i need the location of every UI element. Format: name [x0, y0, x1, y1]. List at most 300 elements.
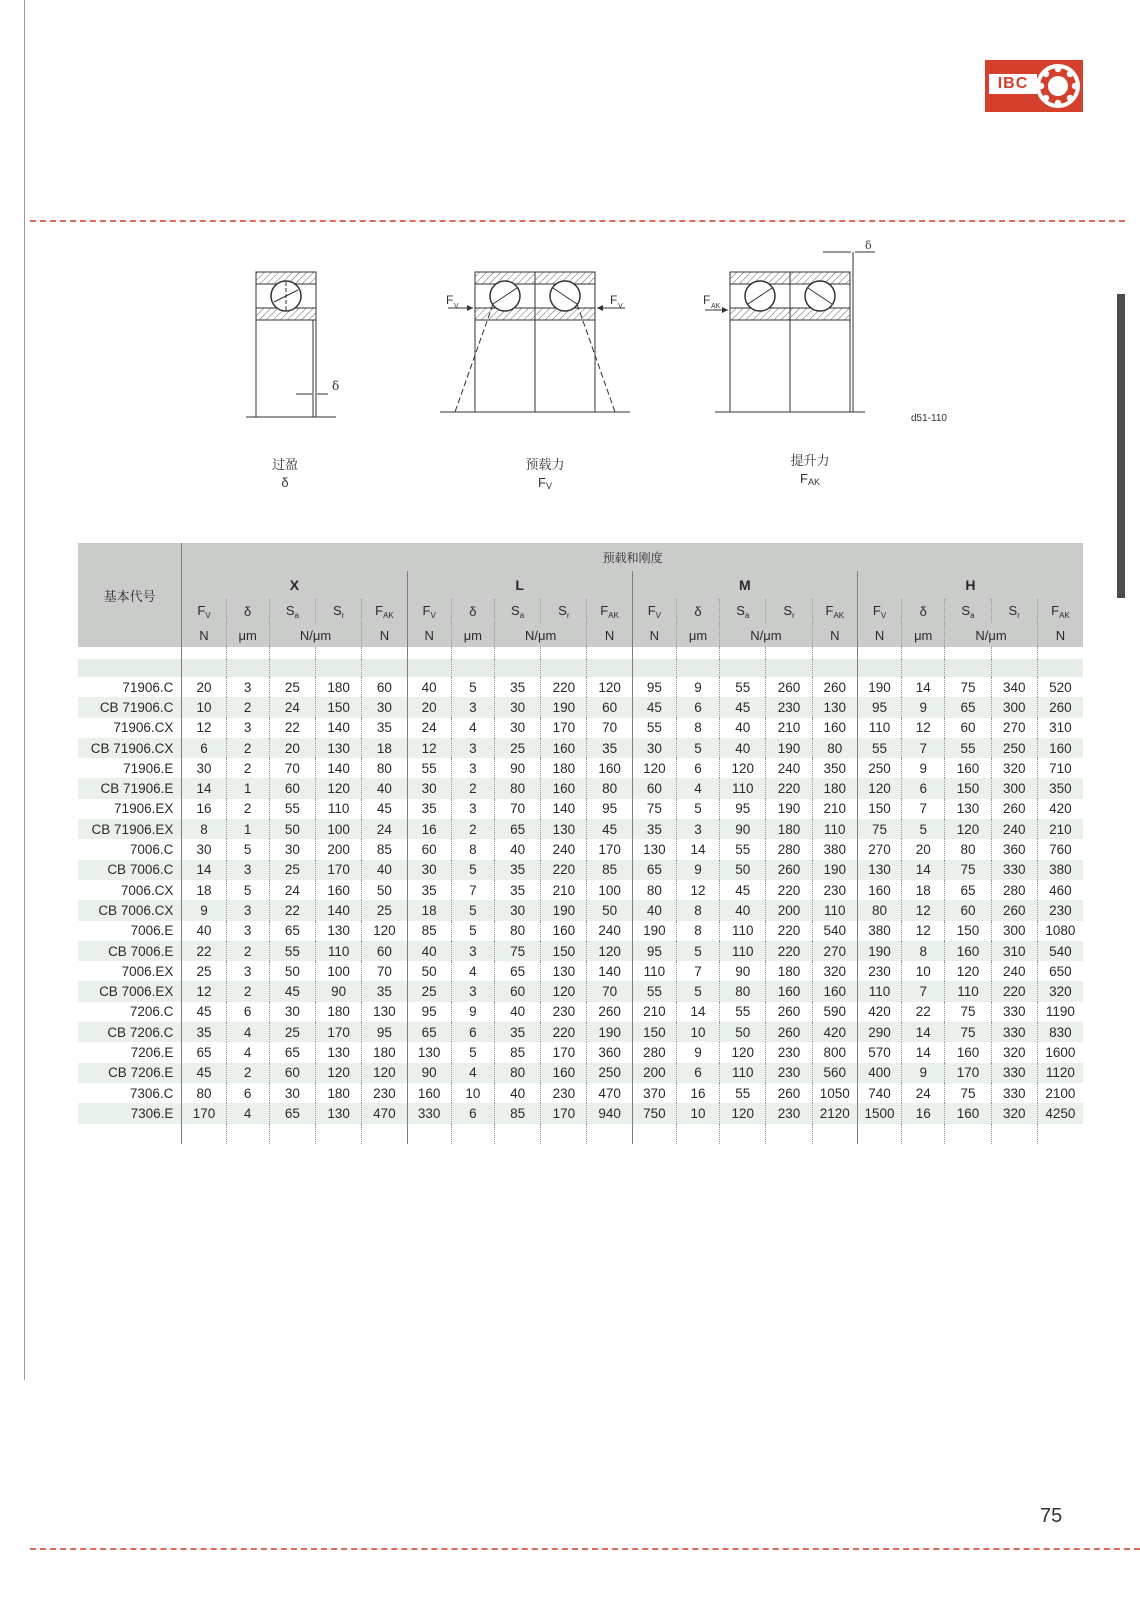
cell-m-fak: 230 — [812, 880, 857, 900]
cell-x-delta: 4 — [226, 1022, 269, 1042]
cell-x-sa: 25 — [269, 1022, 315, 1042]
cell-h-fak: 260 — [1037, 697, 1083, 717]
cell-x-fv: 14 — [182, 860, 226, 880]
cell-l-delta: 5 — [451, 1042, 494, 1062]
cell-l-fv: 30 — [407, 860, 451, 880]
cell-h-sr: 330 — [991, 860, 1037, 880]
cell-l-sr: 170 — [541, 1103, 587, 1123]
cell-h-delta: 12 — [902, 718, 945, 738]
cell-x-sr: 170 — [316, 860, 362, 880]
cell-x-fv: 16 — [182, 799, 226, 819]
cell-m-fak: 180 — [812, 778, 857, 798]
figure-lift-delta-label: δ — [865, 239, 872, 252]
cell-l-fv: 35 — [407, 799, 451, 819]
cell-h-fv: 400 — [857, 1063, 901, 1083]
cell-l-fv: 65 — [407, 1022, 451, 1042]
cell-m-sa: 40 — [720, 738, 766, 758]
cell-h-fv: 250 — [857, 758, 901, 778]
cell-m-delta: 6 — [676, 758, 719, 778]
cell-m-delta: 9 — [676, 677, 719, 697]
sym-h-delta: δ — [902, 599, 945, 623]
cell-x-fv: 9 — [182, 900, 226, 920]
cell-m-fak: 540 — [812, 921, 857, 941]
preload-stiffness-table — [78, 543, 1083, 1144]
cell-h-fak: 420 — [1037, 799, 1083, 819]
sym-x-fak: $F_{AK}$ — [362, 599, 407, 623]
cell-x-fak: 40 — [362, 860, 407, 880]
cell-x-fv: 65 — [182, 1042, 226, 1062]
cell-m-sr: 260 — [766, 860, 812, 880]
cell-x-fv: 45 — [182, 1063, 226, 1083]
sym-l-fv: $F_V$ — [407, 599, 451, 623]
code-header: 基本代号 — [78, 543, 182, 647]
cell-m-sr: 210 — [766, 718, 812, 738]
cell-x-delta: 2 — [226, 697, 269, 717]
cell-l-sr: 130 — [541, 961, 587, 981]
cell-h-sa: 170 — [945, 1063, 991, 1083]
cell-l-delta: 10 — [451, 1083, 494, 1103]
cell-x-sa: 20 — [269, 738, 315, 758]
sym-m-sr: $S_r$ — [766, 599, 812, 623]
left-margin-rule — [24, 0, 25, 1380]
cell-h-fak: 380 — [1037, 860, 1083, 880]
cell-m-sa: 50 — [720, 860, 766, 880]
cell-x-fv: 14 — [182, 778, 226, 798]
cell-l-sa: 85 — [494, 1042, 540, 1062]
cell-x-delta: 2 — [226, 738, 269, 758]
cell-h-sa: 160 — [945, 1103, 991, 1123]
cell-l-fak: 260 — [587, 1002, 632, 1022]
cell-x-sr: 90 — [316, 981, 362, 1001]
cell-l-sr: 150 — [541, 941, 587, 961]
cell-h-delta: 7 — [902, 799, 945, 819]
cell-l-fak: 940 — [587, 1103, 632, 1123]
cell-l-fak: 100 — [587, 880, 632, 900]
cell-l-sa: 80 — [494, 1063, 540, 1083]
cell-m-delta: 3 — [676, 819, 719, 839]
cell-m-sr: 230 — [766, 1063, 812, 1083]
cell-h-fak: 1120 — [1037, 1063, 1083, 1083]
cell-m-delta: 14 — [676, 839, 719, 859]
cell-x-delta: 3 — [226, 677, 269, 697]
bearing-code: CB 7206.E — [78, 1063, 182, 1083]
cell-m-fak: 420 — [812, 1022, 857, 1042]
sym-x-sr: $S_r$ — [316, 599, 362, 623]
unit-h-3: N — [1037, 623, 1083, 647]
cell-h-delta: 12 — [902, 921, 945, 941]
cell-x-sr: 110 — [316, 941, 362, 961]
unit-l-0: N — [407, 623, 451, 647]
cell-h-fv: 130 — [857, 860, 901, 880]
cell-m-delta: 5 — [676, 738, 719, 758]
cell-l-delta: 6 — [451, 1022, 494, 1042]
cell-m-sa: 55 — [720, 1083, 766, 1103]
cell-l-sr: 240 — [541, 839, 587, 859]
unit-m-1: μm — [676, 623, 719, 647]
cell-l-fak: 50 — [587, 900, 632, 920]
cell-l-fv: 40 — [407, 677, 451, 697]
cell-m-delta: 8 — [676, 718, 719, 738]
sym-h-fak: $F_{AK}$ — [1037, 599, 1083, 623]
cell-x-delta: 2 — [226, 758, 269, 778]
bearing-code: CB 71906.C — [78, 697, 182, 717]
cell-x-sa: 60 — [269, 1063, 315, 1083]
cell-l-fv: 25 — [407, 981, 451, 1001]
cell-l-sr: 220 — [541, 677, 587, 697]
table-row — [78, 758, 1083, 778]
cell-l-delta: 3 — [451, 981, 494, 1001]
figure-preload-caption — [505, 456, 585, 495]
top-dashed-divider — [30, 220, 1125, 222]
cell-x-fak: 95 — [362, 1022, 407, 1042]
cell-m-delta: 6 — [676, 1063, 719, 1083]
cell-m-sr: 260 — [766, 1002, 812, 1022]
cell-l-fak: 85 — [587, 860, 632, 880]
cell-h-sa: 75 — [945, 860, 991, 880]
cell-x-sr: 170 — [316, 1022, 362, 1042]
cell-l-fv: 20 — [407, 697, 451, 717]
cell-m-fak: 380 — [812, 839, 857, 859]
cell-m-sr: 220 — [766, 880, 812, 900]
page-number: 75 — [1040, 1505, 1063, 1527]
cell-h-delta: 14 — [902, 1042, 945, 1062]
bearing-code: 71906.CX — [78, 718, 182, 738]
sym-l-delta: δ — [451, 599, 494, 623]
cell-x-delta: 6 — [226, 1002, 269, 1022]
figure-fak-label: F — [703, 293, 711, 307]
sym-l-sr: $S_r$ — [541, 599, 587, 623]
cell-l-sr: 160 — [541, 778, 587, 798]
figure-interference-caption — [250, 456, 320, 492]
cell-m-fv: 55 — [632, 718, 676, 738]
cell-m-sr: 220 — [766, 921, 812, 941]
sym-m-fv: $F_V$ — [632, 599, 676, 623]
cell-h-delta: 24 — [902, 1083, 945, 1103]
bearing-code: 7306.C — [78, 1083, 182, 1103]
cell-h-sr: 330 — [991, 1002, 1037, 1022]
cell-l-fv: 35 — [407, 880, 451, 900]
cell-m-fak: 210 — [812, 799, 857, 819]
cell-m-fak: 260 — [812, 677, 857, 697]
cell-x-sa: 50 — [269, 819, 315, 839]
cell-l-fak: 360 — [587, 1042, 632, 1062]
cell-l-fv: 24 — [407, 718, 451, 738]
cell-l-delta: 5 — [451, 900, 494, 920]
cell-m-fak: 130 — [812, 697, 857, 717]
cell-m-fak: 320 — [812, 961, 857, 981]
figure-fv-left-label: F — [446, 293, 454, 307]
cell-m-delta: 7 — [676, 961, 719, 981]
cell-h-delta: 20 — [902, 839, 945, 859]
sym-x-delta: δ — [226, 599, 269, 623]
cell-x-fv: 30 — [182, 839, 226, 859]
cell-l-sr: 120 — [541, 981, 587, 1001]
cell-m-delta: 9 — [676, 1042, 719, 1062]
cell-l-sr: 140 — [541, 799, 587, 819]
cell-h-sr: 250 — [991, 738, 1037, 758]
cell-x-fv: 18 — [182, 880, 226, 900]
cell-m-sa: 50 — [720, 1022, 766, 1042]
cell-m-fv: 80 — [632, 880, 676, 900]
cell-m-fak: 160 — [812, 981, 857, 1001]
cell-h-sa: 80 — [945, 839, 991, 859]
cell-x-sr: 200 — [316, 839, 362, 859]
figure-delta-label: δ — [332, 379, 340, 393]
cell-x-delta: 6 — [226, 1083, 269, 1103]
figure-interference — [246, 262, 356, 427]
cell-x-sr: 160 — [316, 880, 362, 900]
cell-h-delta: 7 — [902, 738, 945, 758]
cell-h-fv: 420 — [857, 1002, 901, 1022]
bearing-code: CB 71906.E — [78, 778, 182, 798]
unit-l-3: N — [587, 623, 632, 647]
cell-x-delta: 4 — [226, 1103, 269, 1123]
bearing-code: 7006.C — [78, 839, 182, 859]
cell-m-sa: 55 — [720, 677, 766, 697]
unit-h-2: N/μm — [945, 623, 1038, 647]
cell-l-fak: 35 — [587, 738, 632, 758]
cell-x-delta: 2 — [226, 941, 269, 961]
cell-h-fak: 320 — [1037, 981, 1083, 1001]
cell-l-sa: 30 — [494, 900, 540, 920]
cell-l-fv: 30 — [407, 778, 451, 798]
cell-m-fak: 110 — [812, 900, 857, 920]
cell-h-sa: 110 — [945, 981, 991, 1001]
table-row — [78, 880, 1083, 900]
cell-h-fv: 110 — [857, 981, 901, 1001]
cell-m-fak: 190 — [812, 860, 857, 880]
cell-x-fv: 12 — [182, 718, 226, 738]
cell-h-delta: 9 — [902, 758, 945, 778]
cell-x-sa: 22 — [269, 900, 315, 920]
cell-h-delta: 14 — [902, 860, 945, 880]
cell-h-delta: 6 — [902, 778, 945, 798]
bearing-code: 71906.EX — [78, 799, 182, 819]
cell-m-fv: 65 — [632, 860, 676, 880]
cell-l-delta: 5 — [451, 677, 494, 697]
cell-l-sa: 75 — [494, 941, 540, 961]
table-row — [78, 1002, 1083, 1022]
cell-m-fv: 45 — [632, 697, 676, 717]
cell-m-sr: 230 — [766, 1103, 812, 1123]
cell-l-delta: 3 — [451, 738, 494, 758]
cell-h-fv: 1500 — [857, 1103, 901, 1123]
cell-x-delta: 3 — [226, 961, 269, 981]
cell-h-fak: 520 — [1037, 677, 1083, 697]
cell-h-sa: 150 — [945, 921, 991, 941]
unit-m-0: N — [632, 623, 676, 647]
cell-x-fak: 230 — [362, 1083, 407, 1103]
bearing-code: 7006.E — [78, 921, 182, 941]
group-header-x: X — [182, 571, 407, 599]
cell-l-sa: 80 — [494, 921, 540, 941]
cell-m-fak: 160 — [812, 718, 857, 738]
bearing-code: 7006.EX — [78, 961, 182, 981]
cell-x-delta: 5 — [226, 839, 269, 859]
cell-m-fv: 30 — [632, 738, 676, 758]
cell-m-fv: 75 — [632, 799, 676, 819]
cell-m-fak: 350 — [812, 758, 857, 778]
unit-h-1: μm — [902, 623, 945, 647]
cell-l-fv: 95 — [407, 1002, 451, 1022]
cell-m-delta: 12 — [676, 880, 719, 900]
cell-h-sr: 260 — [991, 900, 1037, 920]
cell-m-fv: 150 — [632, 1022, 676, 1042]
cell-l-fak: 250 — [587, 1063, 632, 1083]
cell-x-sa: 24 — [269, 880, 315, 900]
cell-m-fv: 95 — [632, 677, 676, 697]
figure-fv-left-sub: V — [454, 303, 459, 310]
cell-l-fak: 95 — [587, 799, 632, 819]
cell-x-sa: 65 — [269, 1042, 315, 1062]
sym-m-sa: $S_a$ — [720, 599, 766, 623]
cell-m-sa: 110 — [720, 1063, 766, 1083]
cell-m-sr: 200 — [766, 900, 812, 920]
cell-l-fak: 240 — [587, 921, 632, 941]
cell-x-fak: 18 — [362, 738, 407, 758]
cell-l-sr: 210 — [541, 880, 587, 900]
cell-m-delta: 5 — [676, 981, 719, 1001]
cell-l-fak: 470 — [587, 1083, 632, 1103]
cell-m-sr: 260 — [766, 1022, 812, 1042]
cell-x-fv: 80 — [182, 1083, 226, 1103]
unit-m-3: N — [812, 623, 857, 647]
cell-x-fak: 60 — [362, 941, 407, 961]
cell-h-sa: 75 — [945, 1083, 991, 1103]
cell-x-delta: 2 — [226, 799, 269, 819]
cell-x-fak: 180 — [362, 1042, 407, 1062]
cell-l-sr: 180 — [541, 758, 587, 778]
cell-h-fak: 1600 — [1037, 1042, 1083, 1062]
cell-m-sr: 220 — [766, 778, 812, 798]
cell-h-delta: 9 — [902, 697, 945, 717]
cell-m-fv: 35 — [632, 819, 676, 839]
cell-x-sr: 140 — [316, 718, 362, 738]
cell-l-sa: 35 — [494, 1022, 540, 1042]
cell-x-fv: 6 — [182, 738, 226, 758]
bearing-code: CB 71906.EX — [78, 819, 182, 839]
cell-l-delta: 3 — [451, 758, 494, 778]
cell-m-delta: 8 — [676, 900, 719, 920]
cell-h-fv: 75 — [857, 819, 901, 839]
cell-x-delta: 3 — [226, 860, 269, 880]
cell-x-sa: 55 — [269, 799, 315, 819]
figure-preload-label: 预载力 — [525, 457, 565, 472]
cell-m-sa: 55 — [720, 1002, 766, 1022]
cell-m-delta: 8 — [676, 921, 719, 941]
table-row — [78, 1022, 1083, 1042]
cell-l-sa: 30 — [494, 718, 540, 738]
table-row — [78, 900, 1083, 920]
cell-h-delta: 10 — [902, 961, 945, 981]
cell-h-sr: 330 — [991, 1083, 1037, 1103]
table-row — [78, 1042, 1083, 1062]
cell-x-fv: 30 — [182, 758, 226, 778]
group-header-h: H — [857, 571, 1083, 599]
cell-m-fv: 60 — [632, 778, 676, 798]
bearing-code: 7006.CX — [78, 880, 182, 900]
cell-x-sa: 30 — [269, 1083, 315, 1103]
cell-x-fak: 130 — [362, 1002, 407, 1022]
bearing-code: CB 7006.E — [78, 941, 182, 961]
cell-l-fak: 170 — [587, 839, 632, 859]
cell-m-sr: 180 — [766, 961, 812, 981]
table-row — [78, 718, 1083, 738]
cell-x-sr: 100 — [316, 961, 362, 981]
cell-l-delta: 4 — [451, 718, 494, 738]
cell-l-fak: 80 — [587, 778, 632, 798]
cell-x-sa: 24 — [269, 697, 315, 717]
cell-l-fv: 85 — [407, 921, 451, 941]
cell-h-sr: 320 — [991, 758, 1037, 778]
cell-l-sa: 60 — [494, 981, 540, 1001]
cell-m-sa: 45 — [720, 880, 766, 900]
cell-m-sa: 45 — [720, 697, 766, 717]
table-row — [78, 961, 1083, 981]
figure-interference-label: 过盈 — [271, 457, 298, 472]
cell-l-fv: 160 — [407, 1083, 451, 1103]
cell-h-fv: 190 — [857, 941, 901, 961]
sym-m-delta: δ — [676, 599, 719, 623]
cell-m-sr: 180 — [766, 819, 812, 839]
bearing-code: CB 7006.EX — [78, 981, 182, 1001]
cell-h-fv: 270 — [857, 839, 901, 859]
brand-logo — [985, 60, 1083, 112]
cell-m-delta: 10 — [676, 1022, 719, 1042]
cell-l-fak: 140 — [587, 961, 632, 981]
figure-reference: d51-110 — [911, 413, 947, 424]
cell-h-sa: 55 — [945, 738, 991, 758]
cell-h-sa: 120 — [945, 819, 991, 839]
cell-l-fv: 330 — [407, 1103, 451, 1123]
cell-l-sa: 85 — [494, 1103, 540, 1123]
cell-m-fak: 590 — [812, 1002, 857, 1022]
cell-h-sa: 160 — [945, 758, 991, 778]
cell-x-fak: 120 — [362, 1063, 407, 1083]
cell-m-sr: 260 — [766, 677, 812, 697]
cell-m-sr: 260 — [766, 1083, 812, 1103]
cell-l-sr: 230 — [541, 1083, 587, 1103]
cell-h-sa: 60 — [945, 900, 991, 920]
cell-l-fak: 120 — [587, 941, 632, 961]
cell-l-sa: 65 — [494, 961, 540, 981]
cell-m-sa: 80 — [720, 981, 766, 1001]
cell-m-sr: 230 — [766, 1042, 812, 1062]
sym-m-fak: $F_{AK}$ — [812, 599, 857, 623]
cell-l-sr: 230 — [541, 1002, 587, 1022]
unit-l-2: N/μm — [494, 623, 587, 647]
cell-l-sa: 40 — [494, 1002, 540, 1022]
cell-x-delta: 3 — [226, 718, 269, 738]
cell-m-delta: 5 — [676, 799, 719, 819]
cell-m-fv: 200 — [632, 1063, 676, 1083]
cell-m-fv: 210 — [632, 1002, 676, 1022]
cell-l-sa: 80 — [494, 778, 540, 798]
cell-l-fak: 60 — [587, 697, 632, 717]
unit-h-0: N — [857, 623, 901, 647]
table-row — [78, 981, 1083, 1001]
cell-l-sa: 65 — [494, 819, 540, 839]
cell-x-sr: 130 — [316, 1042, 362, 1062]
cell-h-delta: 8 — [902, 941, 945, 961]
cell-m-sa: 95 — [720, 799, 766, 819]
cell-m-fak: 800 — [812, 1042, 857, 1062]
cell-h-sr: 320 — [991, 1042, 1037, 1062]
cell-m-fv: 120 — [632, 758, 676, 778]
cell-x-delta: 4 — [226, 1042, 269, 1062]
right-edge-tab — [1117, 294, 1125, 598]
cell-m-sr: 190 — [766, 738, 812, 758]
